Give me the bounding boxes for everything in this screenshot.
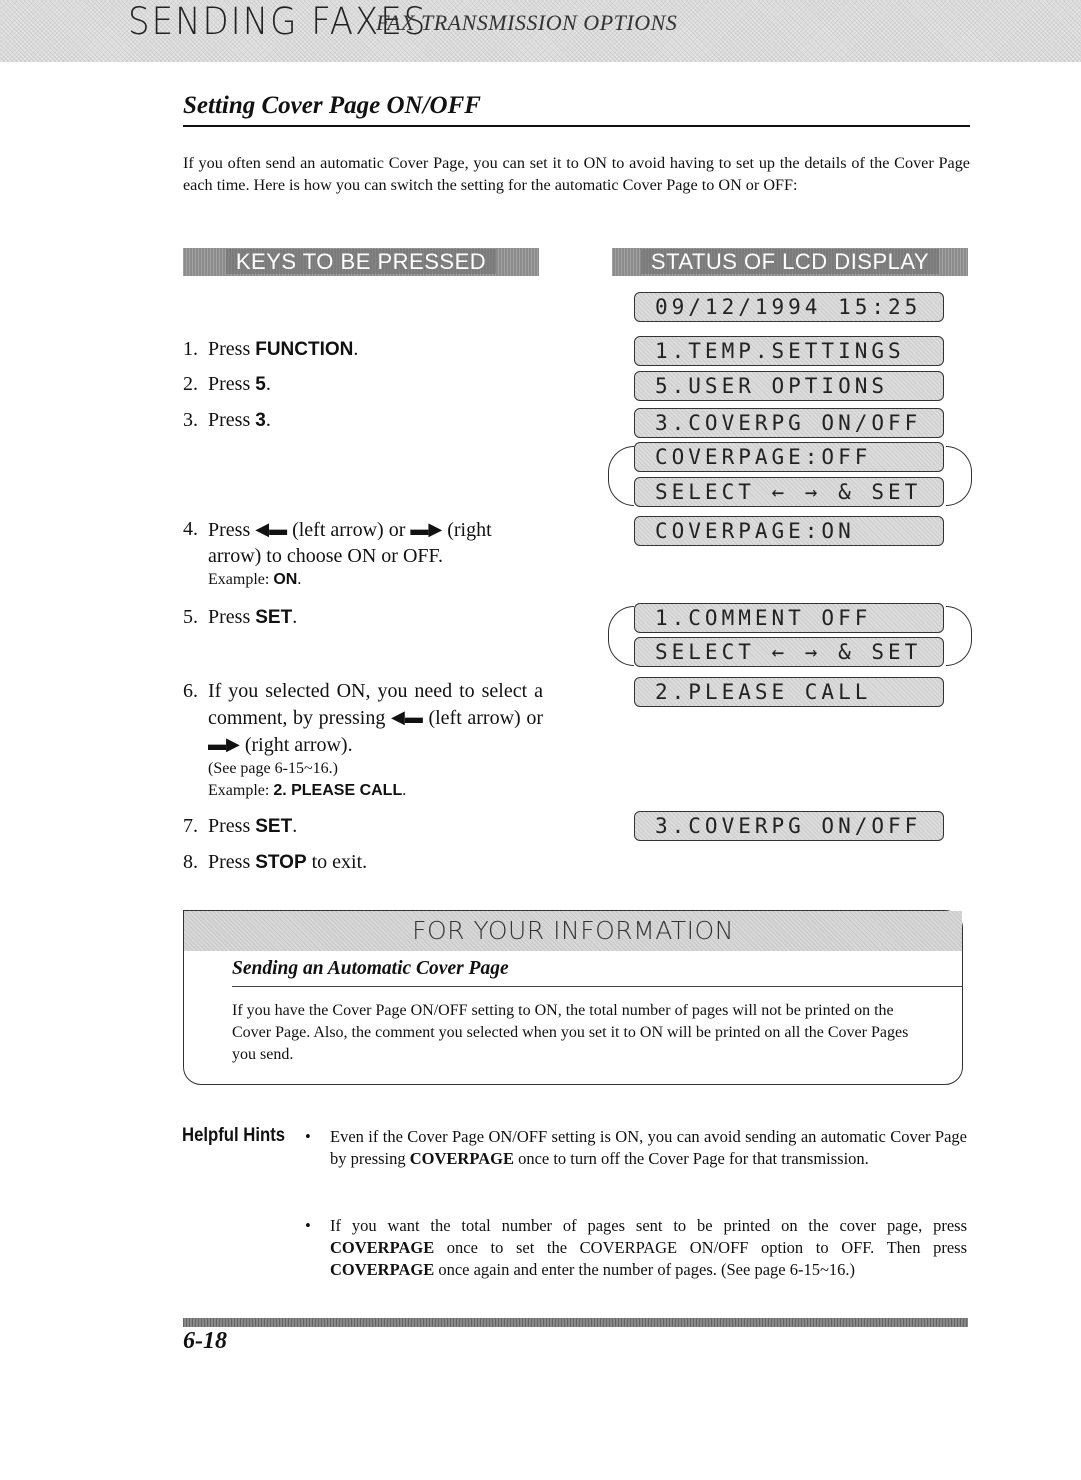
step-text-end: . [292,815,298,837]
step-7 [183,813,543,840]
lcd-coverpg-onoff: 3.COVERPG ON/OFF [634,811,944,841]
lcd-coverpage-off: COVERPAGE:OFF [634,442,944,472]
step-number: 4. [183,518,198,540]
hint-item [305,1215,967,1281]
lcd-heading-banner [612,248,968,276]
key-set: SET [255,816,293,837]
step-number: 6. [183,680,198,702]
lcd-heading: STATUS OF LCD DISPLAY [641,249,939,274]
lcd-datetime: 09/12/1994 15:25 [634,292,944,322]
right-arrow-icon: ▬▶ [208,734,240,754]
step-5 [183,604,543,631]
example-label: Example: [208,782,274,799]
step-number: 7. [183,815,198,837]
example-end: . [297,571,302,588]
lcd-coverpg-onoff: 3.COVERPG ON/OFF [634,408,944,438]
section-title: Setting Cover Page ON/OFF [183,92,481,119]
step-number: 5. [183,606,198,628]
step-note: (See page 6-15~16.) [208,760,338,777]
hint-text: If you want the total number of pages sent to be printed on the cover page, press [330,1216,967,1235]
step-text: Press [208,815,256,837]
lcd-select-set: SELECT ← → & SET [634,477,944,507]
alternating-left-brace [608,606,634,666]
hint-key: COVERPAGE [409,1149,514,1168]
example-end: . [402,782,407,799]
step-text-mid: (left arrow) or [287,519,411,541]
step-text: Press [208,606,256,628]
page-number: 6-18 [183,1328,227,1354]
step-1 [183,336,543,363]
example-value: 2. PLEASE CALL [273,782,403,799]
step-text: Press [208,338,256,360]
key-3: 3 [255,410,266,431]
title-rule [183,125,970,127]
fyi-heading: Sending an Automatic Cover Page [232,958,509,979]
key-function: FUNCTION [255,339,354,360]
alternating-right-brace [946,606,972,666]
step-text-end: . [292,606,298,628]
left-arrow-icon: ◀▬ [255,519,288,539]
step-text-end: to exit. [306,851,368,873]
step-example [208,780,543,802]
helpful-hints-label: Helpful Hints [182,1125,286,1146]
right-arrow-icon: ▬▶ [410,519,443,539]
lcd-comment-off: 1.COMMENT OFF [634,603,944,633]
alternating-right-brace [946,446,972,506]
key-stop: STOP [255,852,307,873]
lcd-temp-settings: 1.TEMP.SETTINGS [634,336,944,366]
step-text-end: (right arrow). [239,734,353,756]
key-5: 5 [255,374,266,395]
step-number: 1. [183,338,198,360]
left-arrow-icon: ◀▬ [390,707,423,727]
step-text-end: . [353,338,359,360]
step-text: Press [208,851,256,873]
keys-heading: KEYS TO BE PRESSED [226,249,496,274]
fyi-body: If you have the Cover Page ON/OFF setting to ON, the total number of pages will not be printed on the Cover Page. Also, the comment you selected when you set it to ON will be printed on all the Cover Pages you send. [232,1002,909,1063]
example-value: ON [273,571,298,588]
lcd-coverpage-on: COVERPAGE:ON [634,516,944,546]
step-text: Press [208,409,256,431]
step-text-end: (right arrow) to choose ON or OFF. [208,519,492,567]
keys-heading-banner [183,248,539,276]
intro-paragraph: If you often send an automatic Cover Page, you can set it to ON to avoid having to set up the details of the Cover Page each time. Here is how you can switch the setting for the automatic Cover Page to ON or OFF: [183,154,970,194]
step-text: Press [208,519,256,541]
step-3 [183,407,543,434]
hint-text-end: once again and enter the number of pages. (See page 6-15~16.) [434,1260,856,1279]
fyi-banner-title: FOR YOUR INFORMATION [412,916,734,945]
hint-text-end: once to turn off the Cover Page for that transmission. [513,1149,869,1168]
hint-key: COVERPAGE [330,1238,435,1257]
chapter-title: SENDING FAXES [128,0,428,44]
step-example [208,569,543,591]
bullet-icon: • [305,1127,311,1146]
alternating-left-brace [608,446,634,506]
hint-item [305,1126,967,1170]
chapter-subtitle: FAX TRANSMISSION OPTIONS [376,10,678,35]
bullet-icon: • [305,1216,311,1235]
step-text: Press [208,373,256,395]
step-text-mid: (left arrow) or [422,707,543,729]
lcd-select-set: SELECT ← → & SET [634,637,944,667]
hint-text: Even if the Cover Page ON/OFF setting is ON, you can avoid sending an automatic Cover Page by pressing [330,1127,967,1168]
step-4 [183,516,543,591]
hint-key: COVERPAGE [330,1260,435,1279]
step-2 [183,371,543,398]
step-text-end: . [265,409,271,431]
step-number: 3. [183,409,198,431]
lcd-user-options: 5.USER OPTIONS [634,371,944,401]
hint-text-mid: once to set the COVERPAGE ON/OFF option to OFF. Then press [434,1238,967,1257]
step-number: 2. [183,373,198,395]
lcd-please-call: 2.PLEASE CALL [634,677,944,707]
step-text-end: . [265,373,271,395]
step-6 [183,678,543,802]
example-label: Example: [208,571,274,588]
footer-bar [183,1318,968,1327]
step-text: If you selected ON, you need to select a comment, by pressing [208,680,543,729]
step-number: 8. [183,851,198,873]
step-8 [183,849,543,876]
fyi-rule [232,986,962,987]
key-set: SET [255,607,293,628]
